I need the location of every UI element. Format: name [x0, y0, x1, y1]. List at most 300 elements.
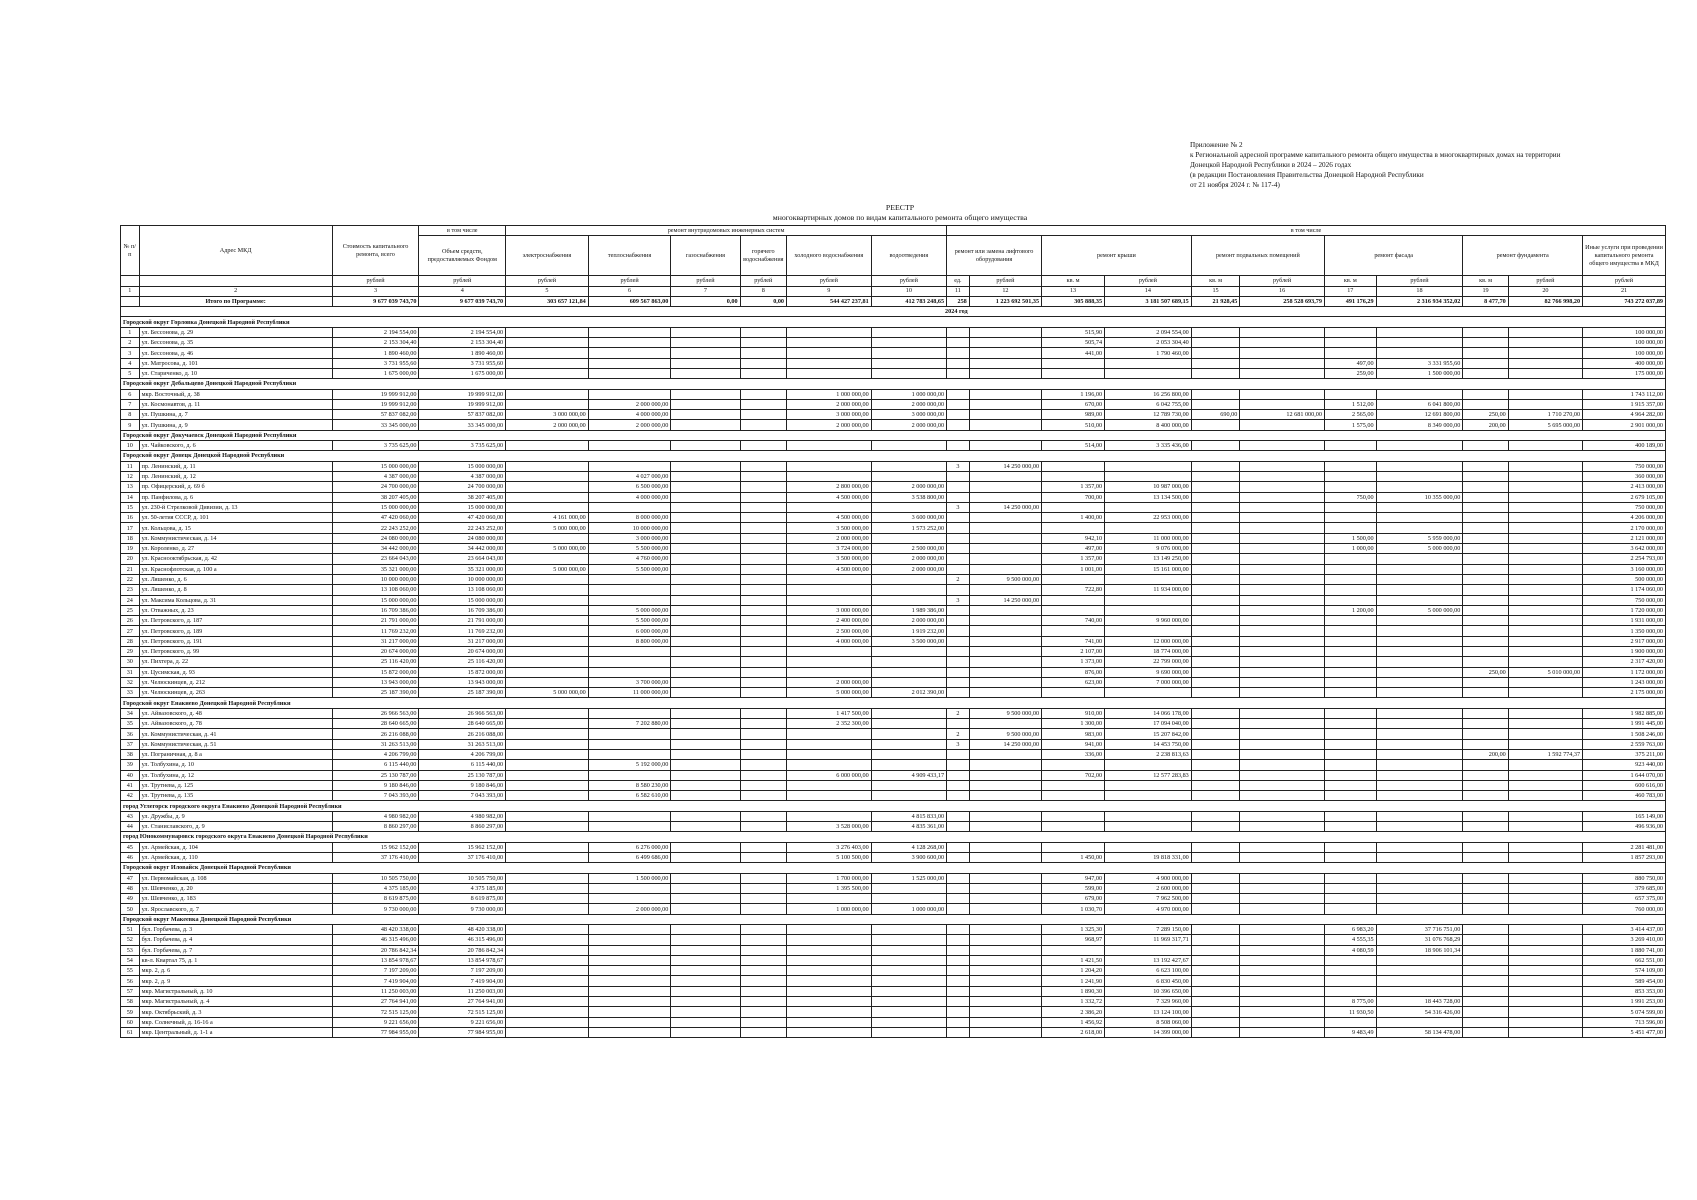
data-cell	[671, 945, 740, 955]
data-cell: 2	[121, 338, 140, 348]
address-cell: ул. 230-й Стрелковой Дивизии, д. 13	[139, 502, 332, 512]
data-cell	[1463, 574, 1508, 584]
data-cell: 1 525 000,00	[871, 873, 946, 883]
address-cell: ул. Толбухина, д. 12	[139, 770, 332, 780]
data-cell: 34 442 000,00	[419, 544, 506, 554]
data-cell: 200,00	[1463, 420, 1508, 430]
data-cell	[1191, 822, 1240, 832]
data-cell: 9 500 000,00	[969, 574, 1041, 584]
data-cell	[671, 502, 740, 512]
data-cell	[740, 327, 786, 337]
data-cell: 2	[947, 729, 970, 739]
data-cell: 51	[121, 925, 140, 935]
data-cell	[1191, 739, 1240, 749]
data-cell: 21 791 000,00	[419, 616, 506, 626]
data-cell: 17 094 040,00	[1105, 719, 1192, 729]
data-cell	[506, 667, 589, 677]
data-cell: 741,00	[1042, 636, 1105, 646]
data-cell	[1508, 976, 1582, 986]
data-cell	[671, 997, 740, 1007]
data-cell: 38 207 405,00	[419, 492, 506, 502]
data-cell	[1191, 997, 1240, 1007]
table-row	[121, 420, 1666, 430]
address-cell: ул. Петровского, д. 99	[139, 646, 332, 656]
data-cell	[787, 338, 872, 348]
data-cell	[1508, 677, 1582, 687]
colnum-cell: 12	[969, 286, 1041, 296]
data-cell	[671, 471, 740, 481]
data-cell	[969, 482, 1041, 492]
data-cell	[1191, 605, 1240, 615]
data-cell: 1 332,72	[1042, 997, 1105, 1007]
data-cell	[1240, 842, 1325, 852]
data-cell	[1324, 739, 1376, 749]
data-cell	[1191, 533, 1240, 543]
data-cell	[506, 358, 589, 368]
data-cell	[740, 791, 786, 801]
data-cell: 1 000 000,00	[871, 904, 946, 914]
data-cell: 2 254 793,00	[1583, 554, 1666, 564]
data-cell	[1376, 739, 1463, 749]
data-cell	[671, 894, 740, 904]
section-row	[121, 832, 1666, 842]
data-cell	[1508, 636, 1582, 646]
table-row	[121, 811, 1666, 821]
data-cell: 5 500 000,00	[588, 616, 671, 626]
data-cell	[1508, 544, 1582, 554]
data-cell	[1376, 842, 1463, 852]
data-cell	[671, 904, 740, 914]
data-cell	[1240, 574, 1325, 584]
data-cell: 713 596,00	[1583, 1017, 1666, 1027]
data-cell: 497,00	[1042, 544, 1105, 554]
data-cell: 58 134 478,00	[1376, 1027, 1463, 1037]
data-cell	[1191, 719, 1240, 729]
data-cell: 26 966 563,00	[419, 708, 506, 718]
unit-cell: кв. м	[1463, 276, 1508, 286]
data-cell	[588, 955, 671, 965]
table-row	[121, 461, 1666, 471]
total-cell: 412 783 248,65	[871, 296, 946, 306]
data-cell: 2 600 000,00	[1105, 883, 1192, 893]
data-cell	[740, 616, 786, 626]
data-cell	[969, 667, 1041, 677]
address-cell: ул. Коммунистическая, д. 51	[139, 739, 332, 749]
colnum-cell: 14	[1105, 286, 1192, 296]
table-row	[121, 513, 1666, 523]
data-cell	[506, 605, 589, 615]
data-cell	[740, 925, 786, 935]
data-cell	[947, 564, 970, 574]
data-cell: 22 243 252,00	[419, 523, 506, 533]
data-cell	[1508, 399, 1582, 409]
data-cell	[1376, 986, 1463, 996]
data-cell: 4 500 000,00	[787, 513, 872, 523]
data-cell: 4 206 799,00	[419, 749, 506, 759]
data-cell	[969, 646, 1041, 656]
data-cell	[588, 729, 671, 739]
data-cell	[1376, 749, 1463, 759]
data-cell: 9 500 000,00	[969, 708, 1041, 718]
data-cell	[588, 358, 671, 368]
data-cell: 7	[121, 399, 140, 409]
data-cell	[871, 894, 946, 904]
data-cell	[1508, 574, 1582, 584]
data-cell	[1042, 780, 1105, 790]
data-cell	[1376, 760, 1463, 770]
data-cell	[740, 461, 786, 471]
data-cell: 2 618,00	[1042, 1027, 1105, 1037]
data-cell	[1508, 368, 1582, 378]
address-cell: ул. Матросова, д. 101	[139, 358, 332, 368]
data-cell: 8 619 875,00	[332, 894, 419, 904]
data-cell	[506, 348, 589, 358]
data-cell	[1324, 719, 1376, 729]
data-cell	[1105, 502, 1192, 512]
data-cell	[1240, 471, 1325, 481]
data-cell	[1191, 667, 1240, 677]
data-cell: 37 176 410,00	[419, 852, 506, 862]
data-cell: 57	[121, 986, 140, 996]
data-cell	[787, 935, 872, 945]
data-cell	[1376, 677, 1463, 687]
data-cell	[871, 1007, 946, 1017]
data-cell	[671, 327, 740, 337]
data-cell	[506, 780, 589, 790]
unit-cell: рублей	[787, 276, 872, 286]
data-cell	[588, 1007, 671, 1017]
data-cell: 3 700 000,00	[588, 677, 671, 687]
data-cell: 9 690 000,00	[1105, 667, 1192, 677]
data-cell	[1508, 441, 1582, 451]
data-cell	[671, 523, 740, 533]
data-cell	[1463, 739, 1508, 749]
data-cell: 4 000 000,00	[588, 492, 671, 502]
data-cell	[787, 925, 872, 935]
data-cell	[1042, 626, 1105, 636]
data-cell	[671, 533, 740, 543]
data-cell	[969, 997, 1041, 1007]
data-cell	[947, 873, 970, 883]
data-cell: 24 080 000,00	[332, 533, 419, 543]
data-cell: 1 989 386,00	[871, 605, 946, 615]
data-cell	[1463, 791, 1508, 801]
data-cell	[671, 770, 740, 780]
colnum-cell: 5	[506, 286, 589, 296]
data-cell	[1191, 626, 1240, 636]
data-cell	[1240, 719, 1325, 729]
data-cell	[947, 368, 970, 378]
data-cell: 3 269 410,00	[1583, 935, 1666, 945]
data-cell	[787, 595, 872, 605]
data-cell	[1324, 688, 1376, 698]
data-cell	[1324, 791, 1376, 801]
data-cell	[740, 1017, 786, 1027]
data-cell	[1191, 1017, 1240, 1027]
table-row	[121, 482, 1666, 492]
data-cell	[969, 492, 1041, 502]
data-cell	[947, 811, 970, 821]
data-cell: 12 691 800,00	[1376, 410, 1463, 420]
data-cell	[1191, 564, 1240, 574]
data-cell: 42	[121, 791, 140, 801]
data-cell	[671, 399, 740, 409]
data-cell: 1 373,00	[1042, 657, 1105, 667]
colnum-cell: 10	[871, 286, 946, 296]
data-cell: 1 200,00	[1324, 605, 1376, 615]
data-cell: 8 775,00	[1324, 997, 1376, 1007]
data-cell: 1 890 460,00	[419, 348, 506, 358]
data-cell: 3 731 955,60	[332, 358, 419, 368]
table-row	[121, 657, 1666, 667]
data-cell: 2 317 420,00	[1583, 657, 1666, 667]
data-cell	[871, 677, 946, 687]
table-row	[121, 976, 1666, 986]
data-cell: 2 565,00	[1324, 410, 1376, 420]
data-cell	[1508, 389, 1582, 399]
data-cell	[871, 348, 946, 358]
data-cell	[1463, 883, 1508, 893]
data-cell	[1508, 554, 1582, 564]
table-row	[121, 441, 1666, 451]
data-cell: 2 153 304,40	[419, 338, 506, 348]
data-cell	[1105, 760, 1192, 770]
data-cell	[588, 739, 671, 749]
data-cell	[1240, 482, 1325, 492]
data-cell	[740, 657, 786, 667]
data-cell	[1376, 482, 1463, 492]
data-cell: 3 331 955,60	[1376, 358, 1463, 368]
data-cell	[1508, 348, 1582, 358]
total-cell: 0,00	[740, 296, 786, 306]
data-cell	[1376, 894, 1463, 904]
data-cell	[740, 368, 786, 378]
data-cell	[740, 739, 786, 749]
data-cell	[1324, 441, 1376, 451]
data-cell: 679,00	[1042, 894, 1105, 904]
data-cell: 515,90	[1042, 327, 1105, 337]
data-cell	[588, 822, 671, 832]
data-cell: 15 000 000,00	[332, 461, 419, 471]
data-cell	[787, 760, 872, 770]
data-cell	[1508, 842, 1582, 852]
total-cell: Итого по Программе:	[139, 296, 332, 306]
data-cell: 947,00	[1042, 873, 1105, 883]
table-row	[121, 523, 1666, 533]
data-cell: 10 000 000,00	[419, 574, 506, 584]
data-cell: 57 837 082,00	[332, 410, 419, 420]
data-cell: 31 217 000,00	[419, 636, 506, 646]
data-cell: 2 000 000,00	[871, 399, 946, 409]
data-cell: 24 700 000,00	[332, 482, 419, 492]
data-cell	[671, 677, 740, 687]
data-cell: 6 276 000,00	[588, 842, 671, 852]
table-row	[121, 554, 1666, 564]
data-cell: 15 000 000,00	[332, 502, 419, 512]
data-cell	[1240, 997, 1325, 1007]
data-cell: 18 906 101,34	[1376, 945, 1463, 955]
data-cell	[506, 595, 589, 605]
data-cell	[787, 780, 872, 790]
header-internal-systems: ремонт внутридомовых инженерных систем	[506, 226, 947, 236]
year-label: 2024 год	[871, 307, 1041, 317]
data-cell: 2	[947, 708, 970, 718]
data-cell	[1376, 729, 1463, 739]
data-cell: 6 623 100,00	[1105, 966, 1192, 976]
table-row	[121, 410, 1666, 420]
data-cell	[671, 420, 740, 430]
data-cell: 33 345 000,00	[419, 420, 506, 430]
data-cell: 760 000,00	[1583, 904, 1666, 914]
data-cell: 77 984 955,00	[419, 1027, 506, 1037]
data-cell: 29	[121, 646, 140, 656]
data-cell	[969, 852, 1041, 862]
data-cell: 1 300,00	[1042, 719, 1105, 729]
data-cell: 1 700 000,00	[787, 873, 872, 883]
data-cell	[1042, 760, 1105, 770]
data-cell	[1240, 502, 1325, 512]
data-cell: 662 551,00	[1583, 955, 1666, 965]
data-cell	[740, 502, 786, 512]
data-cell	[969, 883, 1041, 893]
section-title: Городской округ Макеевка Донецкой Народной Республики	[121, 914, 1666, 924]
data-cell	[1191, 873, 1240, 883]
data-cell	[1463, 626, 1508, 636]
data-cell: 8 860 297,00	[332, 822, 419, 832]
data-cell: 28 640 665,00	[419, 719, 506, 729]
data-cell	[1240, 760, 1325, 770]
data-cell: 61	[121, 1027, 140, 1037]
table-row	[121, 719, 1666, 729]
data-cell	[871, 595, 946, 605]
data-cell: 54	[121, 955, 140, 965]
data-cell	[947, 389, 970, 399]
data-cell: 165 149,00	[1583, 811, 1666, 821]
table-row	[121, 564, 1666, 574]
data-cell	[871, 708, 946, 718]
data-cell	[969, 389, 1041, 399]
data-cell	[969, 842, 1041, 852]
data-cell	[671, 482, 740, 492]
data-cell	[969, 976, 1041, 986]
data-cell	[740, 749, 786, 759]
data-cell: 5 000 000,00	[506, 523, 589, 533]
data-cell: 670,00	[1042, 399, 1105, 409]
data-cell	[1508, 719, 1582, 729]
data-cell	[1105, 368, 1192, 378]
data-cell	[588, 883, 671, 893]
data-cell	[740, 997, 786, 1007]
data-cell	[947, 636, 970, 646]
data-cell: 14 250 000,00	[969, 502, 1041, 512]
colnum-cell: 6	[588, 286, 671, 296]
data-cell: 1 592 774,37	[1508, 749, 1582, 759]
colnum-cell: 4	[419, 286, 506, 296]
data-cell	[871, 719, 946, 729]
data-cell	[969, 791, 1041, 801]
data-cell	[947, 986, 970, 996]
data-cell	[1191, 471, 1240, 481]
data-cell: 100 000,00	[1583, 338, 1666, 348]
table-row	[121, 585, 1666, 595]
total-cell: 2 316 934 352,02	[1376, 296, 1463, 306]
data-cell	[1463, 966, 1508, 976]
data-cell: 3 642 000,00	[1583, 544, 1666, 554]
data-cell: 1 982 885,00	[1583, 708, 1666, 718]
table-row	[121, 358, 1666, 368]
year-row	[121, 307, 1666, 317]
data-cell: 11 969 317,71	[1105, 935, 1192, 945]
table-row	[121, 852, 1666, 862]
colnum-cell: 17	[1324, 286, 1376, 296]
data-cell: 3 500 000,00	[787, 554, 872, 564]
data-cell	[1463, 677, 1508, 687]
data-cell	[671, 842, 740, 852]
data-cell: 2 000 000,00	[787, 399, 872, 409]
data-cell: 15 207 842,00	[1105, 729, 1192, 739]
header-basement: ремонт подвальных помещений	[1191, 236, 1324, 276]
colnum-cell: 15	[1191, 286, 1240, 296]
data-cell	[1240, 955, 1325, 965]
data-cell: 19 999 912,00	[419, 399, 506, 409]
data-cell	[871, 327, 946, 337]
data-cell: 34 442 000,00	[332, 544, 419, 554]
data-cell	[969, 986, 1041, 996]
total-cell: 0,00	[671, 296, 740, 306]
data-cell: 4 555,35	[1324, 935, 1376, 945]
data-cell: 3 500 000,00	[787, 523, 872, 533]
data-cell: 15 872 000,00	[332, 667, 419, 677]
table-row	[121, 595, 1666, 605]
data-cell: 39	[121, 760, 140, 770]
data-cell: 23 664 043,00	[419, 554, 506, 564]
data-cell	[787, 327, 872, 337]
colnum-cell: 2	[139, 286, 332, 296]
data-cell	[1376, 389, 1463, 399]
data-cell	[588, 585, 671, 595]
data-cell: 1 675 000,00	[332, 368, 419, 378]
data-cell: 6 041 800,00	[1376, 399, 1463, 409]
data-cell: 6 000 000,00	[787, 770, 872, 780]
table-row	[121, 1027, 1666, 1037]
data-cell: 35 321 000,00	[332, 564, 419, 574]
data-cell	[1463, 585, 1508, 595]
data-cell: 3 000 000,00	[588, 533, 671, 543]
data-cell	[787, 646, 872, 656]
data-cell	[1191, 544, 1240, 554]
data-cell	[671, 544, 740, 554]
address-cell: ул. Трутнева, д. 125	[139, 780, 332, 790]
data-cell	[787, 945, 872, 955]
section-row	[121, 430, 1666, 440]
data-cell: 1 720 000,00	[1583, 605, 1666, 615]
data-cell	[506, 646, 589, 656]
data-cell	[1324, 822, 1376, 832]
data-cell: 4 760 000,00	[588, 554, 671, 564]
data-cell: 750,00	[1324, 492, 1376, 502]
data-cell: 18	[121, 533, 140, 543]
data-cell	[969, 945, 1041, 955]
data-cell	[1463, 986, 1508, 996]
data-cell	[1463, 523, 1508, 533]
data-cell	[969, 760, 1041, 770]
data-cell: 1 919 232,00	[871, 626, 946, 636]
data-cell	[506, 471, 589, 481]
data-cell	[1324, 646, 1376, 656]
data-cell	[969, 677, 1041, 687]
data-cell: 47 420 060,00	[419, 513, 506, 523]
data-cell	[947, 626, 970, 636]
